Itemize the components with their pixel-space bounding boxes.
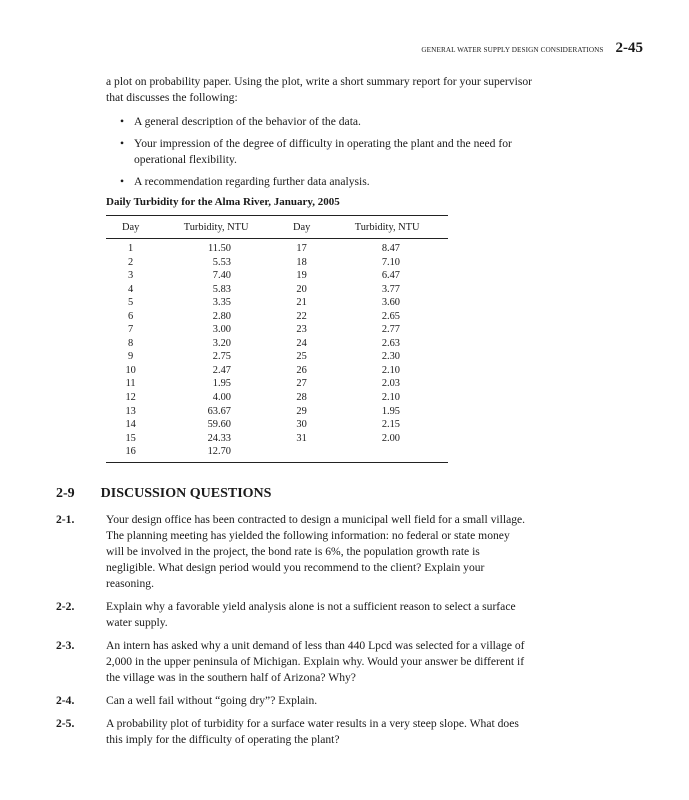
cell-turbidity: 2.15 [381,419,400,431]
table-row [106,256,448,270]
question-item [56,512,526,592]
question-number: 2-3. [56,639,75,652]
cell-day: 27 [296,378,307,390]
cell-turbidity: 8.47 [381,243,400,254]
question-list [56,512,526,755]
cell-turbidity: 1.95 [381,405,400,417]
cell-turbidity: 3.00 [212,324,231,336]
cell-turbidity: 2.10 [381,392,400,404]
cell-turbidity: 5.83 [212,283,231,295]
table-row [106,445,448,462]
cell-day: 19 [296,270,307,282]
header-day: Day [277,216,326,239]
cell-day: 3 [128,270,134,282]
cell-turbidity: 2.00 [381,432,400,444]
cell-day: 22 [296,310,307,322]
cell-turbidity: 2.47 [212,364,231,376]
header-day: Day [106,216,155,239]
cell-turbidity: 3.77 [381,283,400,295]
table-caption: Daily Turbidity for the Alma River, January, 2005 [106,196,340,208]
cell-turbidity: 6.47 [381,270,400,282]
question-text: A probability plot of turbidity for a surface water results in a very steep slope. What does this imply for the difficulty of operating the plant? [106,717,519,746]
cell-day: 29 [296,405,307,417]
table-row [106,418,448,432]
cell-turbidity: 63.67 [207,405,231,417]
cell-turbidity: 2.10 [381,364,400,376]
cell-day: 21 [296,297,307,309]
cell-day [277,445,326,462]
running-title: GENERAL WATER SUPPLY DESIGN CONSIDERATIONS [421,46,604,54]
cell-turbidity: 2.03 [381,378,400,390]
header-turbidity: Turbidity, NTU [326,216,448,239]
cell-day: 23 [296,324,307,336]
cell-day: 11 [125,378,136,390]
question-number: 2-5. [56,717,75,730]
table-row [106,269,448,283]
cell-turbidity: 3.35 [212,297,231,309]
bullet-item: • A recommendation regarding further data analysis. [120,174,540,190]
cell-turbidity: 12.70 [155,445,277,462]
cell-turbidity: 4.00 [212,392,231,404]
cell-day: 31 [296,432,307,444]
cell-turbidity: 7.40 [212,270,231,282]
cell-day: 16 [106,445,155,462]
cell-turbidity: 7.10 [381,256,400,268]
header-turbidity: Turbidity, NTU [155,216,277,239]
table-row [106,239,448,256]
cell-day: 17 [296,243,307,254]
cell-day: 7 [128,324,134,336]
table-row [106,432,448,446]
question-text: Can a well fail without “going dry”? Explain. [106,694,318,707]
table-row [106,377,448,391]
cell-turbidity: 2.77 [381,324,400,336]
table-body [106,239,448,463]
cell-day: 5 [128,297,134,309]
table-row [106,405,448,419]
cell-turbidity [326,445,448,462]
turbidity-table [106,215,448,463]
question-item [56,638,526,686]
cell-day: 20 [296,283,307,295]
cell-turbidity: 2.75 [212,351,231,363]
cell-turbidity: 24.33 [207,432,231,444]
cell-turbidity: 11.50 [207,243,231,254]
question-text: Your design office has been contracted to design a municipal well field for a small village. The planning meeting has yielded the following information: no federal or state money will be involved in the project, the bond rate is 6%, the population growth rate is negligible. What design period would you recommend to the client? Explain your reasoning. [106,513,526,590]
cell-turbidity: 1.95 [212,378,231,390]
cell-turbidity: 2.63 [381,337,400,349]
cell-day: 24 [296,337,307,349]
table-header-row [106,216,448,239]
cell-day: 4 [128,283,134,295]
bullet-list [120,114,540,196]
cell-turbidity: 2.30 [381,351,400,363]
cell-day: 2 [128,256,134,268]
cell-day: 6 [128,310,134,322]
table-row [106,283,448,297]
question-text: An intern has asked why a unit demand of less than 440 Lpcd was selected for a village of 2,000 in the upper peninsula of Michigan. Explain why. Would your answer be different if the village was in the southern half of Arizona? Why? [106,639,525,684]
section-number: 2-9 [56,486,75,501]
bullet-item: • Your impression of the degree of difficulty in operating the plant and the need for operational flexibility. [120,136,540,168]
question-number: 2-2. [56,600,75,613]
table-row [106,364,448,378]
cell-day: 18 [296,256,307,268]
table-row [106,391,448,405]
question-item [56,716,526,748]
intro-paragraph: a plot on probability paper. Using the plot, write a short summary report for your supervisor that discusses the following: [106,75,532,104]
cell-day: 25 [296,351,307,363]
table-row [106,310,448,324]
question-number: 2-4. [56,694,75,707]
cell-day: 26 [296,364,307,376]
section-heading [56,486,271,502]
question-item [56,599,526,631]
cell-day: 14 [125,419,136,431]
cell-turbidity: 3.60 [381,297,400,309]
cell-turbidity: 2.80 [212,310,231,322]
table-row [106,323,448,337]
cell-day: 8 [128,337,134,349]
table-row [106,296,448,310]
cell-day: 12 [125,392,136,404]
question-item [56,693,526,709]
question-text: Explain why a favorable yield analysis alone is not a sufficient reason to select a surface water supply. [106,600,516,629]
cell-day: 30 [296,419,307,431]
cell-day: 10 [125,364,136,376]
cell-turbidity: 2.65 [381,310,400,322]
cell-day: 13 [125,405,136,417]
cell-day: 1 [128,243,134,254]
cell-day: 15 [125,432,136,444]
table-row [106,337,448,351]
cell-day: 9 [128,351,134,363]
section-title: DISCUSSION QUESTIONS [100,486,272,501]
table-row [106,350,448,364]
question-number: 2-1. [56,513,75,526]
bullet-item: • A general description of the behavior of the data. [120,114,540,130]
running-head [421,40,643,60]
cell-day: 28 [296,392,307,404]
cell-turbidity: 3.20 [212,337,231,349]
cell-turbidity: 59.60 [207,419,231,431]
page-number: 2-45 [615,40,643,56]
cell-turbidity: 5.53 [212,256,231,268]
